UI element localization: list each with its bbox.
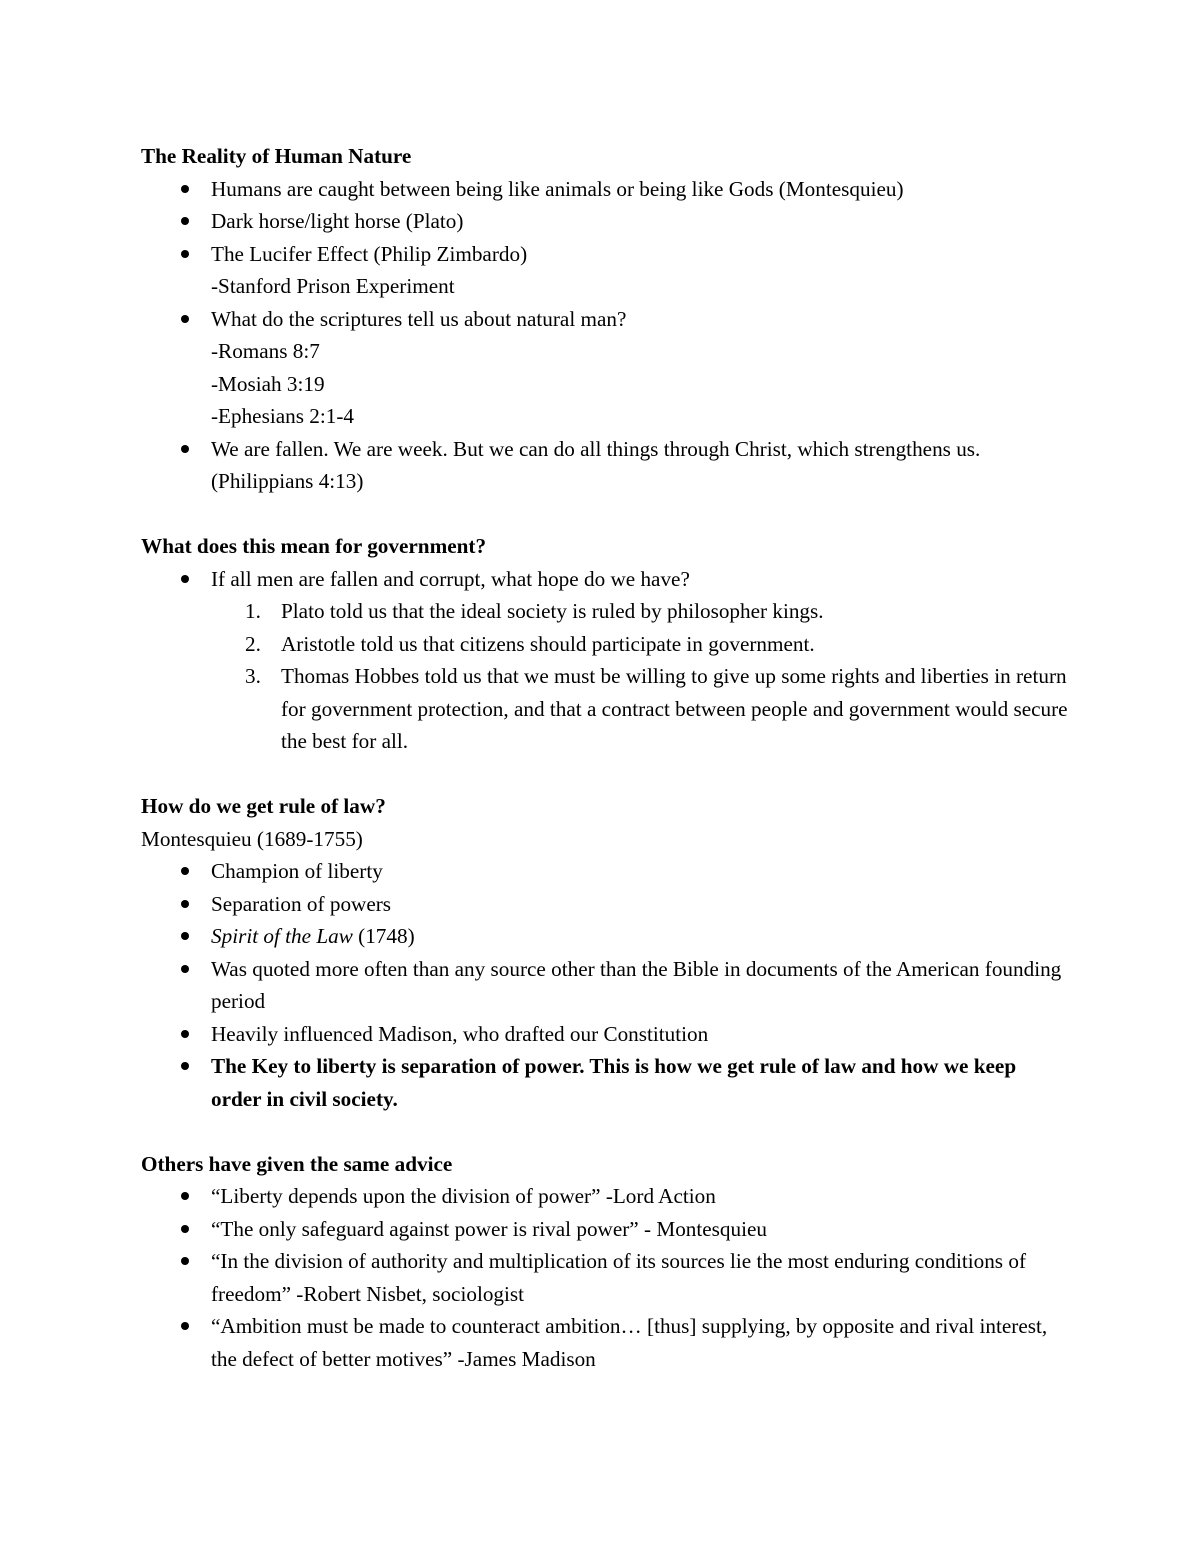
quote-text: “Liberty depends upon the division of power” -Lord Action — [211, 1184, 716, 1208]
numbered-item-text: Thomas Hobbes told us that we must be willing to give up some rights and liberties in return for government protection, and that a contract between people and government would secure the best for all. — [281, 664, 1068, 753]
bullet-icon — [181, 900, 189, 908]
list-item — [141, 953, 1071, 1018]
list-item — [141, 1180, 1071, 1213]
section-government — [141, 530, 1071, 758]
list-item-subline: -Mosiah 3:19 — [211, 371, 325, 396]
document-body — [141, 140, 1071, 1375]
bullet-icon — [181, 1225, 189, 1233]
list-item — [141, 303, 1071, 433]
list-item — [141, 855, 1071, 888]
list-item — [141, 173, 1071, 206]
list-item-text: What do the scriptures tell us about natural man? — [211, 306, 627, 331]
list-item-text: The Key to liberty is separation of power. This is how we get rule of law and how we keep order in civil society. — [211, 1054, 1017, 1111]
bullet-icon — [181, 575, 189, 583]
list-item — [141, 205, 1071, 238]
quote-text: “In the division of authority and multiplication of its sources lie the most enduring conditions of freedom” -Robert Nisbet, sociologist — [211, 1249, 1026, 1306]
section-heading: What does this mean for government? — [141, 534, 487, 558]
numbered-item-text: Plato told us that the ideal society is ruled by philosopher kings. — [281, 599, 824, 623]
quote-text: “The only safeguard against power is rival power” - Montesquieu — [211, 1216, 767, 1241]
bullet-icon — [181, 1030, 189, 1038]
bullet-list — [141, 1180, 1071, 1375]
bullet-icon — [181, 250, 189, 258]
bullet-icon — [181, 315, 189, 323]
section-spacer — [141, 498, 1071, 531]
bullet-list — [141, 855, 1071, 1115]
section-heading: The Reality of Human Nature — [141, 144, 412, 168]
bullet-icon — [181, 932, 189, 940]
section-others-advice — [141, 1148, 1071, 1376]
bullet-icon — [181, 1062, 189, 1070]
list-item — [141, 1245, 1071, 1310]
list-item — [141, 238, 1071, 303]
bullet-icon — [181, 185, 189, 193]
list-item — [141, 920, 1071, 953]
section-spacer — [141, 1115, 1071, 1148]
bullet-icon — [181, 965, 189, 973]
list-item-text: Humans are caught between being like animals or being like Gods (Montesquieu) — [211, 176, 904, 201]
list-item-text: (1748) — [352, 924, 415, 948]
list-item — [141, 1310, 1071, 1375]
list-item — [141, 433, 1071, 498]
list-item — [141, 888, 1071, 921]
number-marker: 1. — [245, 599, 261, 623]
section-subheading: Montesquieu (1689-1755) — [141, 826, 363, 851]
bullet-icon — [181, 445, 189, 453]
list-item-text: We are fallen. We are week. But we can do all things through Christ, which strengthens us. (Philippians 4:13) — [211, 436, 981, 493]
number-marker: 3. — [245, 664, 261, 688]
quote-text: “Ambition must be made to counteract ambition… [thus] supplying, by opposite and rival interest, the defect of better motives” -James Madison — [211, 1314, 1048, 1371]
list-item — [141, 563, 1071, 596]
list-item-text: The Lucifer Effect (Philip Zimbardo) — [211, 241, 528, 266]
section-heading: Others have given the same advice — [141, 1151, 453, 1176]
list-item-emphasis — [141, 1050, 1071, 1115]
list-item-text: Was quoted more often than any source other than the Bible in documents of the American founding period — [211, 956, 1062, 1013]
section-rule-of-law — [141, 790, 1071, 1115]
list-item-text: Champion of liberty — [211, 859, 383, 883]
bullet-list — [141, 563, 1071, 596]
bullet-list — [141, 173, 1071, 498]
numbered-item — [141, 660, 1071, 758]
list-item-text: Heavily influenced Madison, who drafted our Constitution — [211, 1021, 709, 1046]
list-item-text: If all men are fallen and corrupt, what hope do we have? — [211, 566, 690, 591]
list-item — [141, 1213, 1071, 1246]
numbered-item-text: Aristotle told us that citizens should participate in government. — [281, 631, 815, 656]
bullet-icon — [181, 867, 189, 875]
numbered-item — [141, 595, 1071, 628]
bullet-icon — [181, 1322, 189, 1330]
list-item-subline: -Stanford Prison Experiment — [211, 274, 455, 298]
section-human-nature — [141, 140, 1071, 498]
list-item-text: Dark horse/light horse (Plato) — [211, 209, 464, 233]
number-marker: 2. — [245, 631, 261, 656]
book-title: Spirit of the Law — [211, 924, 353, 948]
bullet-icon — [181, 1192, 189, 1200]
list-item-text: Separation of powers — [211, 891, 392, 916]
list-item-subline: -Romans 8:7 — [211, 339, 320, 363]
list-item — [141, 1018, 1071, 1051]
numbered-list — [141, 595, 1071, 758]
section-heading: How do we get rule of law? — [141, 794, 386, 818]
numbered-item — [141, 628, 1071, 661]
bullet-icon — [181, 1257, 189, 1265]
bullet-icon — [181, 217, 189, 225]
section-spacer — [141, 758, 1071, 791]
list-item-subline: -Ephesians 2:1-4 — [211, 404, 354, 428]
